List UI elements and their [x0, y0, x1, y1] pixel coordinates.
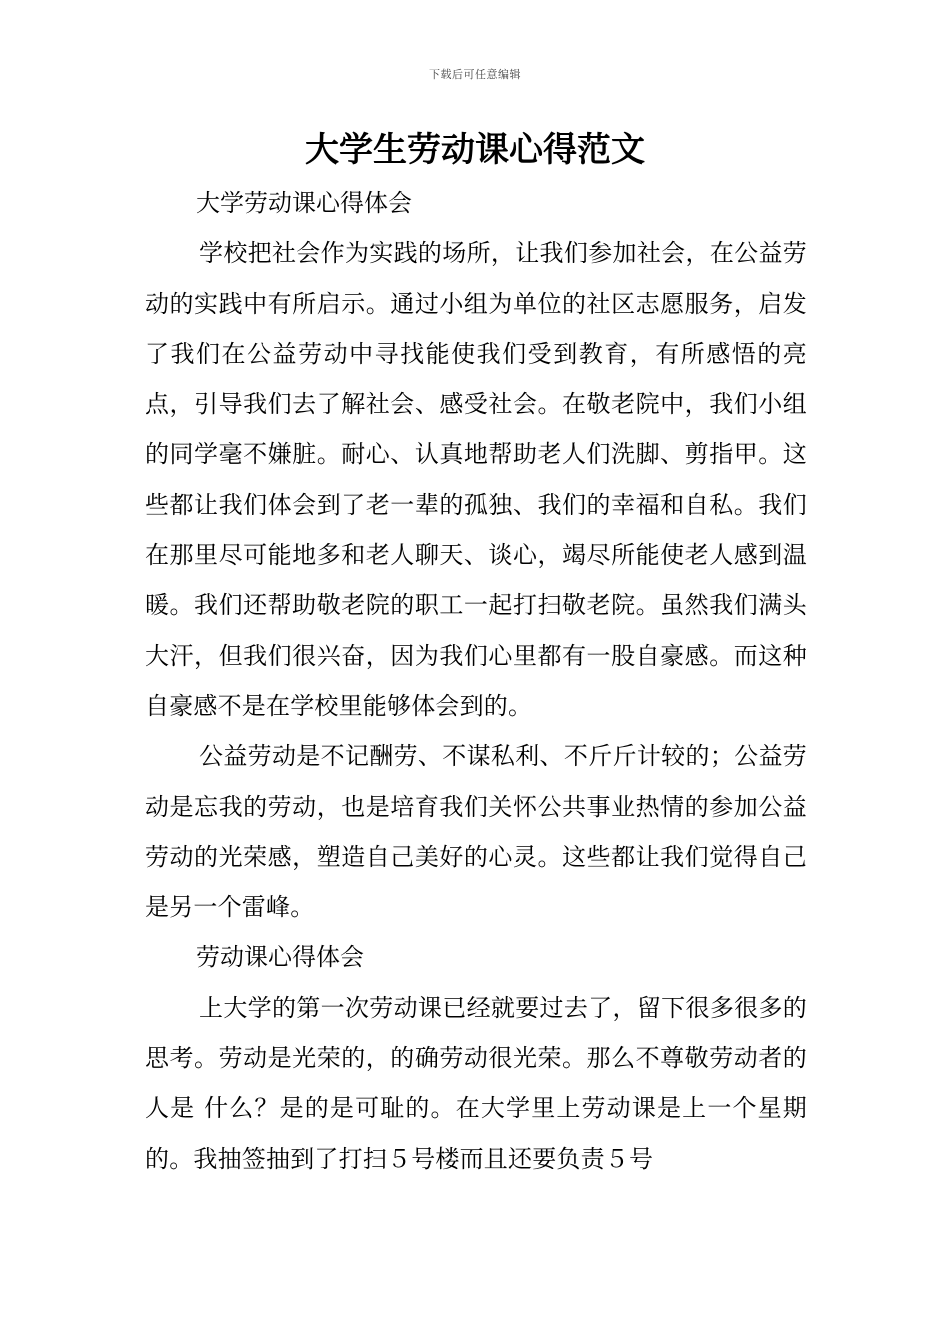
section-1-paragraph-2: 公益劳动是不记酬劳、不谋私利、不斤斤计较的；公益劳动是忘我的劳动，也是培育我们关怀公共事业热情的参加公益劳动的光荣感，塑造自己美好的心灵。这些都让我们觉得自己是另一个雷峰。 — [145, 742, 807, 922]
document-title: 大学生劳动课心得范文 — [305, 130, 645, 170]
section-1-paragraph-1: 学校把社会作为实践的场所，让我们参加社会，在公益劳动的实践中有所启示。通过小组为单位的社区志愿服务，启发了我们在公益劳动中寻找能使我们受到教育，有所感悟的亮点，引导我们去了解社会、感受社会。在敬老院中，我们小组的同学毫不嫌脏。耐心、认真地帮助老人们洗脚、剪指甲。这些都让我们体会到了老一辈的孤独、我们的幸福和自私。我们在那里尽可能地多和老人聊天、谈心，竭尽所能使老人感到温暖。我们还帮助敬老院的职工一起打扫敬老院。虽然我们满头大汗，但我们很兴奋，因为我们心里都有一股自豪感。而这种自豪感不是在学校里能够体会到的。 — [145, 239, 807, 720]
section-2-paragraph-1: 上大学的第一次劳动课已经就要过去了，留下很多很多的思考。劳动是光荣的，的确劳动很光荣。那么不尊敬劳动者的人是 什么？是的是可耻的。在大学里上劳动课是上一个星期的。我抽签抽到了打扫５号楼而且还要负责５号 — [145, 993, 807, 1173]
document-body — [145, 178, 807, 1184]
header-note: 下载后可任意编辑 — [429, 68, 521, 81]
section-heading-1: 大学劳动课心得体会 — [196, 189, 412, 217]
section-heading-2: 劳动课心得体会 — [196, 943, 364, 972]
